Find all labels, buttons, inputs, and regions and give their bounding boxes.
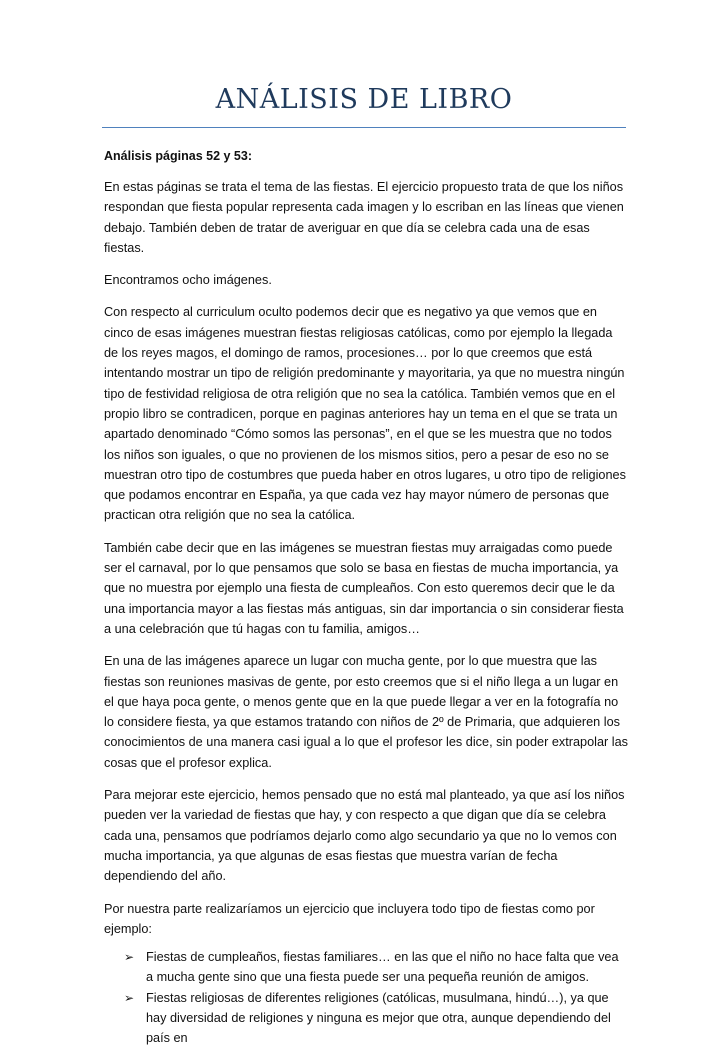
paragraph-hidden-curriculum: Con respecto al curriculum oculto podemos decir que es negativo ya que vemos que en cinco de esas imágenes muestran fiestas religiosas católicas, como por ejemplo la llegada de los reyes magos, el domingo de ramos, procesiones… por lo que creemos que está intentando mostrar un tipo de religión predominante y mayoritaria, ya que no muestra ningún tipo de festividad religiosa de otra religión que no sea la católica. También vemos que en el propio libro se contradicen, porque en paginas anteriores hay un tema en el que se trata un apartado denominado “Cómo somos las personas”, en el que se les muestra que no todos los niños son iguales, o que no provienen de los mismos sitios, pero a pesar de eso no se muestran otro tipo de costumbres que pueda haber en otros lugares, u otro tipo de religiones que podamos encontrar en España, ya que cada vez hay mayor número de personas que practican otra religión que no sea la católica. — [104, 305, 626, 523]
paragraph-improvement: Para mejorar este ejercicio, hemos pensado que no está mal planteado, ya que así los niños pueden ver la variedad de fiestas que hay, y con respecto a que digan que día se celebra cada una, pensamos que podríamos dejarlo como algo secundario ya que no lo vemos con mucha importancia, ya que algunas de esas fiestas que muestra varían de fecha dependiendo del año. — [104, 788, 625, 884]
list-item-text: Fiestas de cumpleaños, fiestas familiares… en las que el niño no hace falta que vea a mucha gente sino que una fiesta puede ser una pequeña reunión de amigos. — [146, 950, 619, 985]
paragraph-crowd-image: En una de las imágenes aparece un lugar con mucha gente, por lo que muestra que las fiestas son reuniones masivas de gente, por esto creemos que si el niño llega a un lugar en el que haya poca gente, o menos gente que en la que puede llegar a ver en la fotografía no lo considere fiesta, ya que estamos tratando con niños de 2º de Primaria, que adquieren los conocimientos de una manera casi igual a lo que el profesor les dice, sin poder extrapolar las cosas que el profesor explica. — [104, 654, 629, 770]
arrow-bullet-icon: ➢ — [124, 990, 135, 1005]
document-title: ANÁLISIS DE LIBRO — [215, 84, 513, 115]
list-item — [104, 988, 628, 1049]
list-item — [104, 947, 628, 988]
paragraph-intro: En estas páginas se trata el tema de las fiestas. El ejercicio propuesto trata de que los niños respondan que fiesta popular representa cada imagen y lo escriban en las líneas que vienen debajo. También deben de tratar de averiguar en que día se celebra cada una de esas fiestas. — [104, 180, 624, 255]
paragraph-traditional-festivals: También cabe decir que en las imágenes se muestran fiestas muy arraigadas como puede ser el carnaval, por lo que pensamos que solo se basa en fiestas de mucha importancia, ya que no muestra por ejemplo una fiesta de cumpleaños. Con esto queremos decir que le da una importancia mayor a las fiestas más antiguas, sin dar importancia o sin considerar fiesta a una celebración que tú hagas con tu familia, amigos… — [104, 540, 624, 636]
proposal-list — [104, 947, 628, 1048]
list-item-text: Fiestas religiosas de diferentes religiones (católicas, musulmana, hindú…), ya que hay diversidad de religiones y ninguna es mejor que otra, aunque dependiendo del país en — [146, 990, 611, 1046]
paragraph-proposal: Por nuestra parte realizaríamos un ejercicio que incluyera todo tipo de fiestas como por ejemplo: — [104, 901, 595, 936]
document-body — [104, 177, 628, 1049]
title-underline — [102, 127, 626, 128]
arrow-bullet-icon: ➢ — [124, 950, 135, 965]
section-subheading: Análisis páginas 52 y 53: — [104, 149, 252, 163]
paragraph-image-count: Encontramos ocho imágenes. — [104, 273, 272, 288]
